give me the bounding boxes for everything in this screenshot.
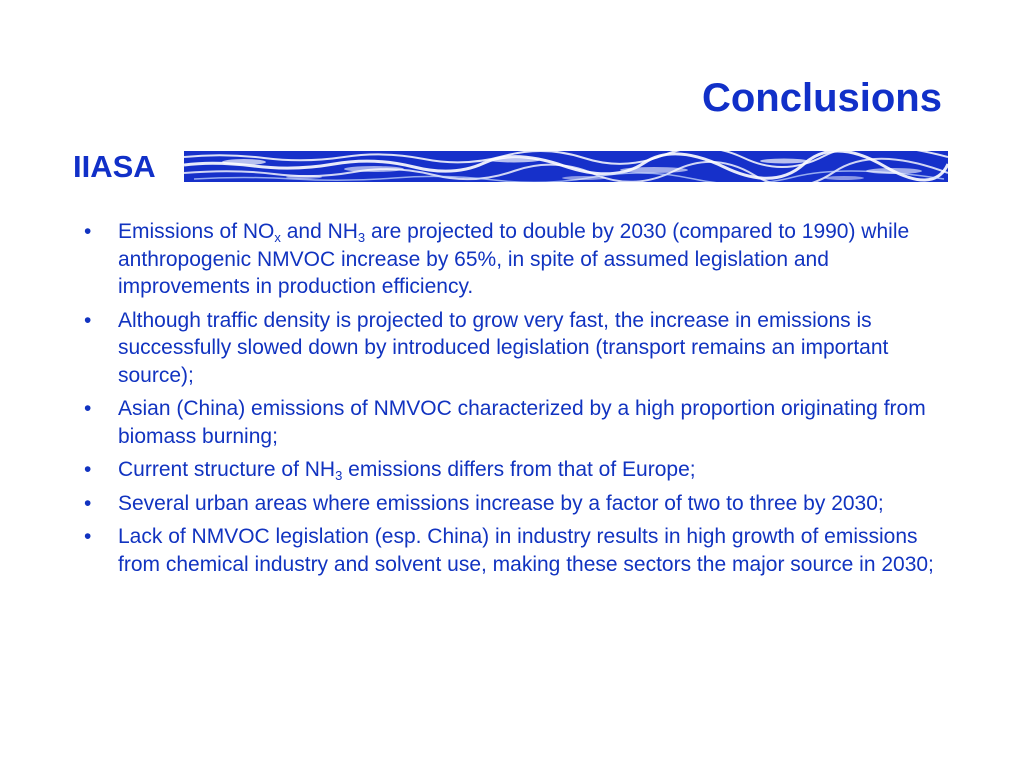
bullet-text: Emissions of $NO_x$ and $NH_3$ are projected to double by 2030 (compared to 1990) while anthropogenic NMVOC increase by 65%, in spite of assumed legislation and improvements in production efficiency.: [118, 220, 910, 298]
bullet-icon: •: [84, 220, 92, 243]
conclusions-list: [78, 218, 938, 584]
list-item: [78, 307, 938, 390]
bullet-text: Asian (China) emissions of NMVOC characterized by a high proportion originating from biomass burning;: [118, 397, 926, 448]
list-item: [78, 395, 938, 450]
list-item: [78, 218, 938, 301]
bullet-icon: •: [84, 308, 92, 332]
bullet-text: Current structure of $NH_3$ emissions differs from that of Europe;: [118, 458, 696, 483]
bullet-icon: •: [84, 491, 92, 515]
bullet-icon: •: [84, 397, 92, 420]
list-item: [78, 523, 938, 578]
bullet-icon: •: [84, 458, 92, 481]
bullet-text: Lack of NMVOC legislation (esp. China) in industry results in high growth of emissions from chemical industry and solvent use, making these sectors the major source in 2030;: [118, 525, 934, 576]
water-waves-banner-icon: [184, 151, 948, 182]
list-item: [78, 456, 938, 484]
brand-label: IIASA: [73, 149, 156, 184]
bullet-icon: •: [84, 525, 92, 548]
list-item: [78, 490, 938, 518]
bullet-text: Although traffic density is projected to grow very fast, the increase in emissions is successfully slowed down by introduced legislation (transport remains an important source);: [118, 308, 889, 387]
slide-title: Conclusions: [701, 76, 942, 120]
bullet-text: Several urban areas where emissions increase by a factor of two to three by 2030;: [118, 491, 884, 515]
